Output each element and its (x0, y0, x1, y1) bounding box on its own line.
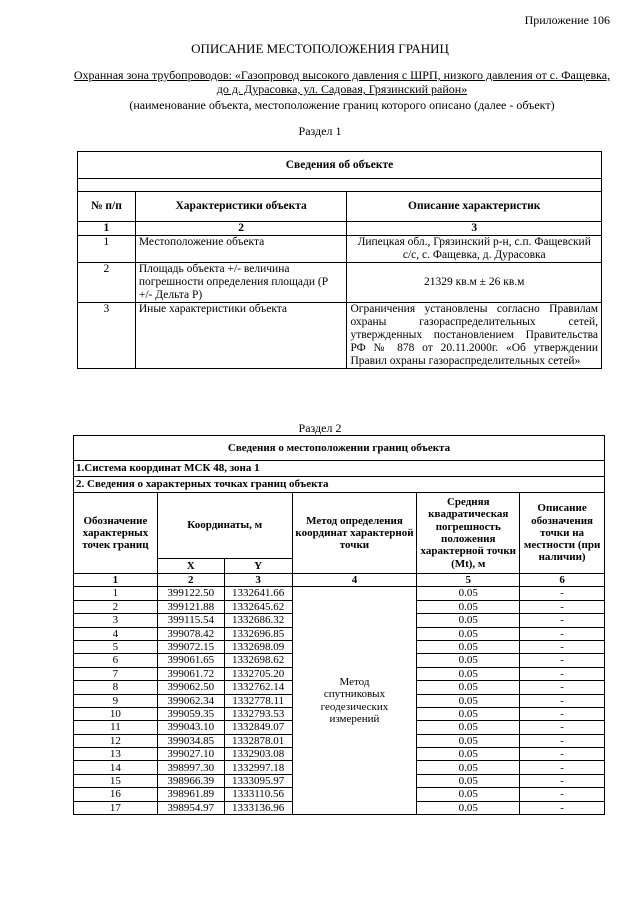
points-title: 2. Сведения о характерных точках границ объекта (74, 477, 605, 493)
point-x: 399062.50 (157, 681, 224, 694)
point-error: 0.05 (417, 654, 520, 667)
table-row (78, 303, 602, 369)
point-y: 1332778.11 (224, 694, 292, 707)
colnum: 2 (135, 222, 347, 236)
section-1-label: Раздел 1 (298, 124, 342, 138)
method-cell: Метод спутниковых геодезических измерений (292, 587, 417, 815)
object-name-hint: (наименование объекта, местоположение границ которого описано (далее - объект) (129, 98, 555, 112)
point-description: - (520, 774, 605, 787)
section-2-label: Раздел 2 (298, 421, 342, 435)
row-char: Иные характеристики объекта (135, 303, 347, 369)
document-title: ОПИСАНИЕ МЕСТОПОЛОЖЕНИЯ ГРАНИЦ (191, 41, 449, 56)
point-error: 0.05 (417, 600, 520, 613)
table-title-row (74, 436, 605, 461)
point-y: 1332903.08 (224, 748, 292, 761)
table-row (78, 236, 602, 263)
point-error: 0.05 (417, 774, 520, 787)
col-num-header: № п/п (78, 192, 136, 222)
point-number: 12 (74, 734, 158, 747)
point-error: 0.05 (417, 694, 520, 707)
point-number: 17 (74, 801, 158, 814)
point-x: 399122.50 (157, 587, 224, 600)
point-x: 399059.35 (157, 707, 224, 720)
row-num: 2 (78, 263, 136, 303)
point-description: - (520, 600, 605, 613)
point-x: 399062.34 (157, 694, 224, 707)
point-error: 0.05 (417, 681, 520, 694)
column-numbers-row (74, 574, 605, 587)
point-x: 399121.88 (157, 600, 224, 613)
point-y: 1332878.01 (224, 734, 292, 747)
point-x: 399061.65 (157, 654, 224, 667)
point-error: 0.05 (417, 721, 520, 734)
col-point-header: Обозначение характерных точек границ (74, 493, 158, 574)
point-number: 10 (74, 707, 158, 720)
object-info-table (77, 151, 602, 369)
point-error: 0.05 (417, 761, 520, 774)
point-y: 1332849.07 (224, 721, 292, 734)
point-x: 398954.97 (157, 801, 224, 814)
point-number: 16 (74, 788, 158, 801)
row-num: 1 (78, 236, 136, 263)
object-name: Охранная зона трубопроводов: «Газопровод высокого давления с ШРП, низкого давления от с. Фащевка, до д. Дурасовка, ул. Садовая, Грязинский район» (73, 68, 611, 96)
colnum: 1 (78, 222, 136, 236)
point-x: 398961.89 (157, 788, 224, 801)
coordinate-system: 1.Система координат МСК 48, зона 1 (74, 461, 605, 477)
point-number: 4 (74, 627, 158, 640)
point-number: 8 (74, 681, 158, 694)
point-error: 0.05 (417, 788, 520, 801)
point-number: 7 (74, 667, 158, 680)
col-desc-header: Описание обозначения точки на местности (при наличии) (520, 493, 605, 574)
boundary-table-title: Сведения о местоположении границ объекта (74, 436, 605, 461)
point-y: 1333095.97 (224, 774, 292, 787)
point-number: 11 (74, 721, 158, 734)
point-error: 0.05 (417, 627, 520, 640)
point-description: - (520, 734, 605, 747)
point-x: 399061.72 (157, 667, 224, 680)
row-char: Площадь объекта +/- величина погрешности определения площади (Р +/- Дельта Р) (135, 263, 347, 303)
point-number: 2 (74, 600, 158, 613)
point-x: 399078.42 (157, 627, 224, 640)
point-y: 1332997.18 (224, 761, 292, 774)
point-error: 0.05 (417, 667, 520, 680)
colnum: 4 (292, 574, 417, 587)
point-y: 1332762.14 (224, 681, 292, 694)
point-x: 399115.54 (157, 614, 224, 627)
point-description: - (520, 667, 605, 680)
row-char: Местоположение объекта (135, 236, 347, 263)
point-y: 1332698.62 (224, 654, 292, 667)
appendix-label: Приложение 106 (524, 13, 610, 27)
row-desc: Липецкая обл., Грязинский р-н, с.п. Фащевский с/с, с. Фащевка, д. Дурасовка (347, 236, 602, 263)
col-coords-header: Координаты, м (157, 493, 292, 559)
point-description: - (520, 761, 605, 774)
point-y: 1332686.32 (224, 614, 292, 627)
point-description: - (520, 640, 605, 653)
col-desc-header: Описание характеристик (347, 192, 602, 222)
point-y: 1333110.56 (224, 788, 292, 801)
point-description: - (520, 587, 605, 600)
point-number: 6 (74, 654, 158, 667)
point-description: - (520, 748, 605, 761)
point-x: 398966.39 (157, 774, 224, 787)
point-y: 1333136.96 (224, 801, 292, 814)
point-number: 5 (74, 640, 158, 653)
point-description: - (520, 694, 605, 707)
point-y: 1332705.20 (224, 667, 292, 680)
point-error: 0.05 (417, 734, 520, 747)
colnum: 1 (74, 574, 158, 587)
table-row (78, 263, 602, 303)
point-description: - (520, 801, 605, 814)
point-description: - (520, 707, 605, 720)
point-description: - (520, 721, 605, 734)
col-y-header: Y (224, 558, 292, 573)
system-row (74, 461, 605, 477)
col-char-header: Характеристики объекта (135, 192, 347, 222)
row-num: 3 (78, 303, 136, 369)
point-error: 0.05 (417, 640, 520, 653)
point-description: - (520, 788, 605, 801)
point-number: 15 (74, 774, 158, 787)
row-desc: Ограничения установлены согласно Правилам охраны газораспределительных сетей, утвержденных постановлением Правительства РФ № 878 от 20.11.2000г. «Об утверждении Правил охраны газораспределительных сетей» (347, 303, 602, 369)
point-error: 0.05 (417, 614, 520, 627)
point-error: 0.05 (417, 801, 520, 814)
points-body (74, 587, 605, 815)
point-y: 1332696.85 (224, 627, 292, 640)
col-method-header: Метод определения координат характерной точки (292, 493, 417, 574)
point-y: 1332793.53 (224, 707, 292, 720)
colnum: 6 (520, 574, 605, 587)
point-x: 399072.15 (157, 640, 224, 653)
point-x: 399027.10 (157, 748, 224, 761)
point-y: 1332641.66 (224, 587, 292, 600)
header-row (74, 493, 605, 559)
header-row (78, 192, 602, 222)
col-error-header: Средняя квадратическая погрешность положения характерной точки (Mt), м (417, 493, 520, 574)
point-description: - (520, 654, 605, 667)
point-x: 399034.85 (157, 734, 224, 747)
point-y: 1332698.09 (224, 640, 292, 653)
object-info-title: Сведения об объекте (78, 152, 602, 179)
point-description: - (520, 681, 605, 694)
colnum: 3 (347, 222, 602, 236)
spacer-row (78, 179, 602, 192)
point-error: 0.05 (417, 587, 520, 600)
col-x-header: X (157, 558, 224, 573)
point-number: 14 (74, 761, 158, 774)
point-description: - (520, 627, 605, 640)
point-error: 0.05 (417, 707, 520, 720)
point-x: 398997.30 (157, 761, 224, 774)
point-number: 9 (74, 694, 158, 707)
colnum: 3 (224, 574, 292, 587)
colnum: 5 (417, 574, 520, 587)
point-description: - (520, 614, 605, 627)
point-error: 0.05 (417, 748, 520, 761)
point-number: 1 (74, 587, 158, 600)
table-title-row (78, 152, 602, 179)
column-numbers-row (78, 222, 602, 236)
points-title-row (74, 477, 605, 493)
table-row (74, 587, 605, 600)
boundary-points-table (73, 435, 605, 815)
point-number: 13 (74, 748, 158, 761)
colnum: 2 (157, 574, 224, 587)
point-y: 1332645.62 (224, 600, 292, 613)
point-x: 399043.10 (157, 721, 224, 734)
point-number: 3 (74, 614, 158, 627)
row-desc: 21329 кв.м ± 26 кв.м (347, 263, 602, 303)
